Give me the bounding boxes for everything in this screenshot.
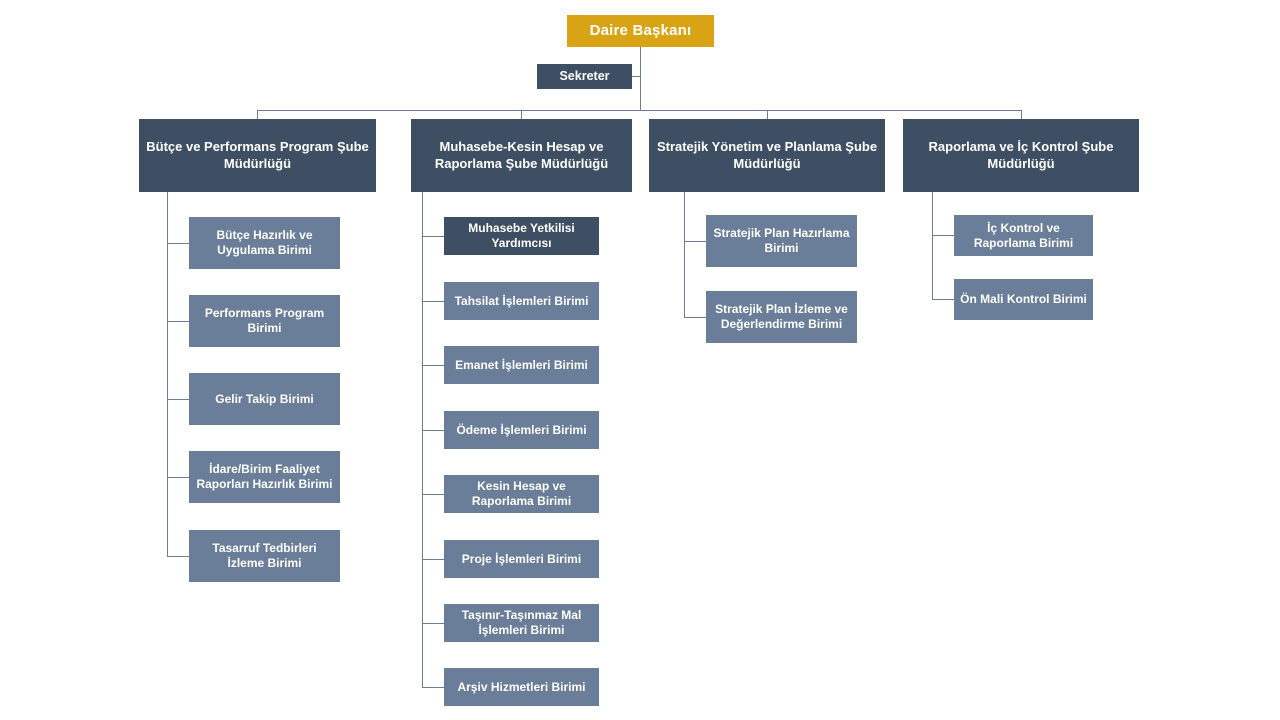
connector-col4-spine xyxy=(932,192,933,300)
connector-col2-branch-4 xyxy=(422,430,444,431)
connector-col2-branch-2 xyxy=(422,301,444,302)
node-unit-muhasebe-yetkilisi-yardimcisi[interactable]: Muhasebe Yetkilisi Yardımcısı xyxy=(444,217,599,255)
node-unit-emanet-islemleri[interactable]: Emanet İşlemleri Birimi xyxy=(444,346,599,384)
node-dept-muhasebe-kesin-hesap[interactable]: Muhasebe-Kesin Hesap ve Raporlama Şube Müdürlüğü xyxy=(411,119,632,192)
connector-col2-branch-6 xyxy=(422,559,444,560)
node-unit-kesin-hesap-raporlama[interactable]: Kesin Hesap ve Raporlama Birimi xyxy=(444,475,599,513)
node-unit-proje-islemleri[interactable]: Proje İşlemleri Birimi xyxy=(444,540,599,578)
node-unit-performans-program[interactable]: Performans Program Birimi xyxy=(189,295,340,347)
connector-col1-branch-3 xyxy=(167,399,189,400)
node-unit-on-mali-kontrol[interactable]: Ön Mali Kontrol Birimi xyxy=(954,279,1093,320)
connector-col2-branch-1 xyxy=(422,236,444,237)
connector-col1-branch-1 xyxy=(167,243,189,244)
node-dept-butce-ve-performans[interactable]: Bütçe ve Performans Program Şube Müdürlüğü xyxy=(139,119,376,192)
node-unit-butce-hazirlik[interactable]: Bütçe Hazırlık ve Uygulama Birimi xyxy=(189,217,340,269)
connector-col2-branch-5 xyxy=(422,494,444,495)
connector-col1-branch-4 xyxy=(167,477,189,478)
node-unit-ic-kontrol-raporlama[interactable]: İç Kontrol ve Raporlama Birimi xyxy=(954,215,1093,256)
connector-col3-branch-1 xyxy=(684,241,706,242)
node-unit-arsiv-hizmetleri[interactable]: Arşiv Hizmetleri Birimi xyxy=(444,668,599,706)
node-unit-tasinir-tasinmaz-mal[interactable]: Taşınır-Taşınmaz Mal İşlemleri Birimi xyxy=(444,604,599,642)
connector-dept-drop-4 xyxy=(1021,110,1022,119)
connector-dept-drop-1 xyxy=(257,110,258,119)
connector-secretary-stub xyxy=(632,76,640,77)
connector-col2-branch-8 xyxy=(422,687,444,688)
connector-col2-branch-3 xyxy=(422,365,444,366)
connector-col2-branch-7 xyxy=(422,623,444,624)
node-unit-tahsilat-islemleri[interactable]: Tahsilat İşlemleri Birimi xyxy=(444,282,599,320)
node-unit-odeme-islemleri[interactable]: Ödeme İşlemleri Birimi xyxy=(444,411,599,449)
node-unit-stratejik-plan-hazirlama[interactable]: Stratejik Plan Hazırlama Birimi xyxy=(706,215,857,267)
connector-dept-drop-3 xyxy=(767,110,768,119)
node-sekreter[interactable]: Sekreter xyxy=(537,64,632,89)
connector-col3-spine xyxy=(684,192,685,318)
node-dept-stratejik-yonetim[interactable]: Stratejik Yönetim ve Planlama Şube Müdürlüğü xyxy=(649,119,885,192)
node-unit-tasarruf-tedbirleri[interactable]: Tasarruf Tedbirleri İzleme Birimi xyxy=(189,530,340,582)
connector-col4-branch-1 xyxy=(932,235,954,236)
connector-col1-branch-5 xyxy=(167,556,189,557)
node-daire-baskani[interactable]: Daire Başkanı xyxy=(567,15,714,47)
node-dept-raporlama-ic-kontrol[interactable]: Raporlama ve İç Kontrol Şube Müdürlüğü xyxy=(903,119,1139,192)
connector-col2-spine xyxy=(422,192,423,687)
connector-col1-spine xyxy=(167,192,168,556)
connector-col3-branch-2 xyxy=(684,317,706,318)
node-unit-idare-birim-faaliyet[interactable]: İdare/Birim Faaliyet Raporları Hazırlık Birimi xyxy=(189,451,340,503)
node-unit-gelir-takip[interactable]: Gelir Takip Birimi xyxy=(189,373,340,425)
node-unit-stratejik-plan-izleme[interactable]: Stratejik Plan İzleme ve Değerlendirme Birimi xyxy=(706,291,857,343)
connector-col4-branch-2 xyxy=(932,299,954,300)
connector-root-vertical xyxy=(640,47,641,110)
connector-col1-branch-2 xyxy=(167,321,189,322)
connector-dept-drop-2 xyxy=(521,110,522,119)
connector-main-bus xyxy=(257,110,1022,111)
